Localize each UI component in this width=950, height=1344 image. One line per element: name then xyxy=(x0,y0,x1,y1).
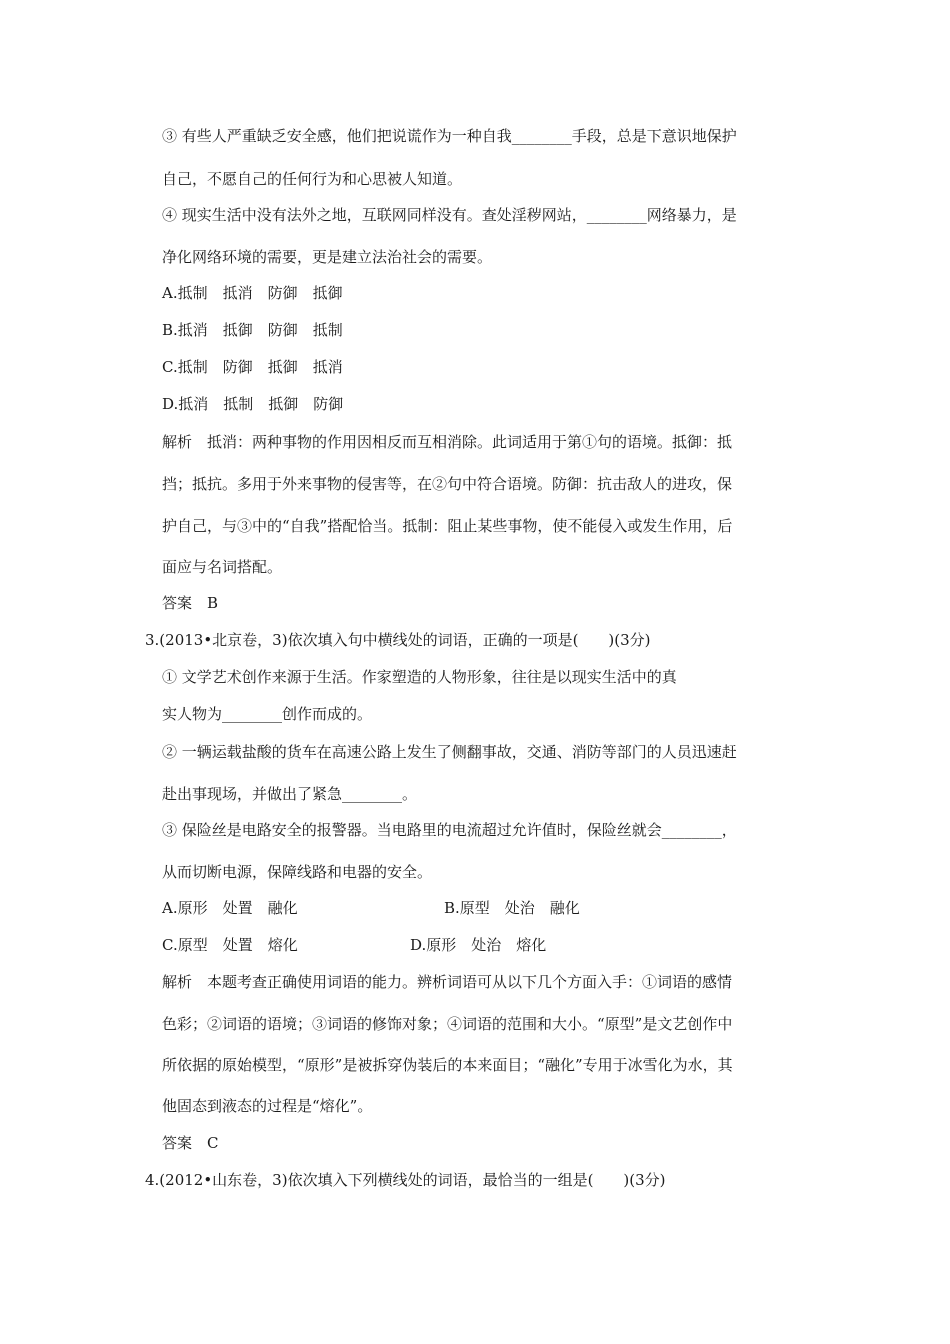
option-b: B.抵消 抵御 防御 抵制 xyxy=(162,321,343,339)
text-line: ③ 保险丝是电路安全的报警器。当电路里的电流超过允许值时，保险丝就会________， xyxy=(162,821,737,839)
option-c: C.原型 处置 熔化 xyxy=(162,936,298,954)
answer: 答案 B xyxy=(162,594,219,612)
text-line: 实人物为________创作而成的。 xyxy=(162,705,373,723)
analysis-line: 他固态到液态的过程是“熔化”。 xyxy=(162,1097,373,1115)
analysis-line: 解析 本题考查正确使用词语的能力。辨析词语可从以下几个方面入手：①词语的感情 xyxy=(162,973,733,991)
option-a: A.原形 处置 融化 xyxy=(162,899,298,917)
text-line: ③ 有些人严重缺乏安全感，他们把说谎作为一种自我________手段，总是下意识地保护 xyxy=(162,127,737,145)
analysis-line: 护自己，与③中的“自我”搭配恰当。抵制：阻止某些事物，使不能侵入或发生作用，后 xyxy=(162,517,733,535)
question-3: 3.(2013•北京卷，3)依次填入句中横线处的词语，正确的一项是( )(3分) xyxy=(145,631,651,649)
analysis-line: 挡；抵抗。多用于外来事物的侵害等，在②句中符合语境。防御：抗击敌人的进攻，保 xyxy=(162,475,733,493)
analysis-line: 解析 抵消：两种事物的作用因相反而互相消除。此词适用于第①句的语境。抵御：抵 xyxy=(162,433,733,451)
option-a: A.抵制 抵消 防御 抵御 xyxy=(162,284,343,302)
option-d: D.原形 处治 熔化 xyxy=(410,936,547,954)
analysis-line: 所依据的原始模型，“原形”是被拆穿伪装后的本来面目；“融化”专用于冰雪化为水，其 xyxy=(162,1056,733,1074)
text-line: 赴出事现场，并做出了紧急________。 xyxy=(162,785,418,803)
analysis-line: 色彩；②词语的语境；③词语的修饰对象；④词语的范围和大小。“原型”是文艺创作中 xyxy=(162,1015,733,1033)
text-line: 从而切断电源，保障线路和电器的安全。 xyxy=(162,863,433,881)
option-b: B.原型 处治 融化 xyxy=(444,899,580,917)
option-c: C.抵制 防御 抵御 抵消 xyxy=(162,358,343,376)
option-d: D.抵消 抵制 抵御 防御 xyxy=(162,395,344,413)
text-line: ② 一辆运载盐酸的货车在高速公路上发生了侧翻事故，交通、消防等部门的人员迅速赶 xyxy=(162,743,737,761)
text-line: 净化网络环境的需要，更是建立法治社会的需要。 xyxy=(162,248,493,266)
text-line: ④ 现实生活中没有法外之地，互联网同样没有。查处淫秽网站，________网络暴力，是 xyxy=(162,206,737,224)
answer: 答案 C xyxy=(162,1134,219,1152)
analysis-line: 面应与名词搭配。 xyxy=(162,558,283,576)
text-line: 自己，不愿自己的任何行为和心思被人知道。 xyxy=(162,170,463,188)
question-4: 4.(2012•山东卷，3)依次填入下列横线处的词语，最恰当的一组是( )(3分) xyxy=(145,1171,666,1189)
text-line: ① 文学艺术创作来源于生活。作家塑造的人物形象，往往是以现实生活中的真 xyxy=(162,668,677,686)
